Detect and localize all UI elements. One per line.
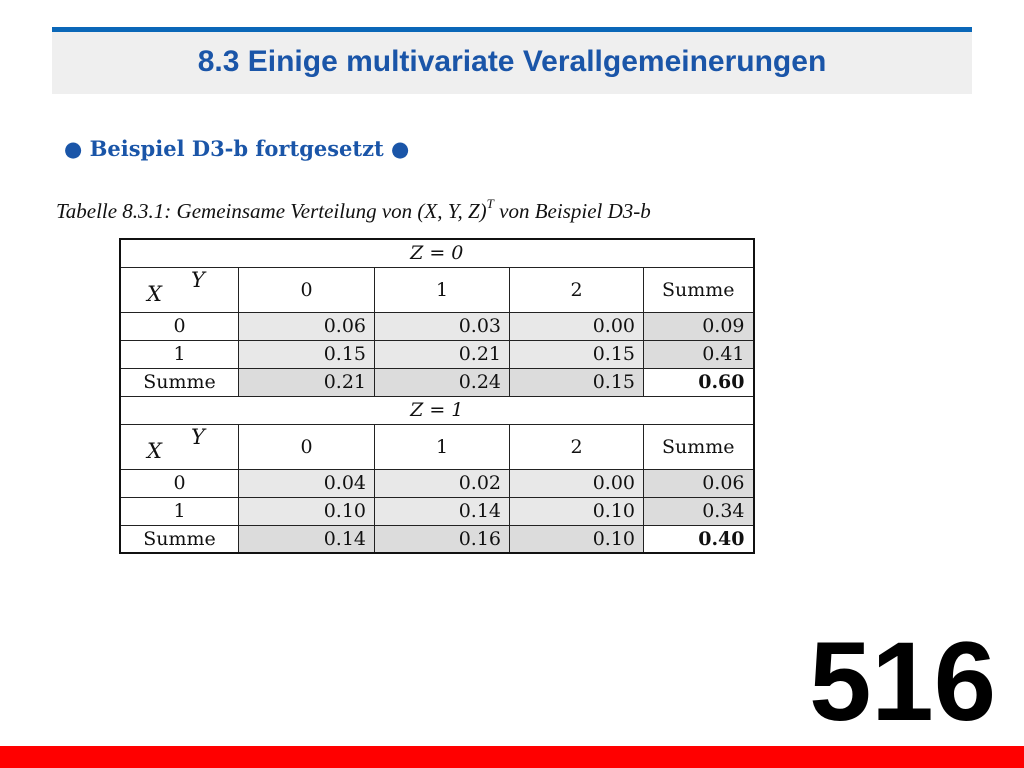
slide-title: 8.3 Einige multivariate Verallgemeinerungen (197, 45, 827, 78)
column-header: 1 (375, 424, 510, 469)
row-label: Summe (120, 525, 239, 553)
table-cell: 0.09 (644, 312, 754, 340)
column-header: 0 (239, 267, 375, 312)
y-variable-label: Y (191, 267, 205, 292)
table-caption (56, 196, 651, 224)
header-bar (52, 27, 972, 94)
diagonal-header-cell (120, 267, 239, 312)
column-header: Summe (644, 267, 754, 312)
caption-suffix: von Beispiel D3-b (499, 199, 651, 223)
block-header-z1 (120, 396, 754, 424)
row-label: Summe (120, 368, 239, 396)
caption-math: (X, Y, Z)$^T$ (417, 196, 494, 223)
total-cell: 0.40 (644, 525, 754, 553)
z-label: Z = 0 (120, 239, 754, 267)
table-row (120, 340, 754, 368)
column-header: 0 (239, 424, 375, 469)
diagonal-header-cell (120, 424, 239, 469)
table-cell: 0.06 (239, 312, 375, 340)
z-label: Z = 1 (120, 396, 754, 424)
table-cell: 0.10 (239, 497, 375, 525)
table-row (120, 497, 754, 525)
table-cell: 0.02 (375, 469, 510, 497)
column-header-row (120, 267, 754, 312)
table-cell: 0.10 (510, 525, 644, 553)
table-cell: 0.10 (510, 497, 644, 525)
example-subtitle: ● Beispiel D3-b fortgesetzt ● (64, 136, 410, 161)
column-header: Summe (644, 424, 754, 469)
table-row (120, 525, 754, 553)
row-label: 1 (120, 340, 239, 368)
x-variable-label: X (147, 281, 162, 306)
column-header: 1 (375, 267, 510, 312)
block-header-z0 (120, 239, 754, 267)
diagonal-line (121, 268, 238, 312)
row-label: 0 (120, 312, 239, 340)
column-header: 2 (510, 424, 644, 469)
table-cell: 0.41 (644, 340, 754, 368)
table-row (120, 368, 754, 396)
distribution-table (119, 238, 755, 554)
table-cell: 0.16 (375, 525, 510, 553)
table-cell: 0.15 (239, 340, 375, 368)
column-header-row (120, 424, 754, 469)
table-cell: 0.15 (510, 340, 644, 368)
table-cell: 0.06 (644, 469, 754, 497)
table-cell: 0.21 (239, 368, 375, 396)
row-label: 0 (120, 469, 239, 497)
footer-bar (0, 746, 1024, 768)
table-cell: 0.00 (510, 312, 644, 340)
table-cell: 0.14 (239, 525, 375, 553)
table-cell: 0.15 (510, 368, 644, 396)
table-row (120, 312, 754, 340)
table-cell: 0.03 (375, 312, 510, 340)
page-number: 516 (809, 619, 996, 744)
table-row (120, 469, 754, 497)
y-variable-label: Y (191, 424, 205, 449)
table-cell: 0.21 (375, 340, 510, 368)
caption-prefix: Tabelle 8.3.1: Gemeinsame Verteilung von (56, 199, 413, 223)
column-header: 2 (510, 267, 644, 312)
total-cell: 0.60 (644, 368, 754, 396)
table-cell: 0.04 (239, 469, 375, 497)
table-cell: 0.14 (375, 497, 510, 525)
row-label: 1 (120, 497, 239, 525)
table-cell: 0.00 (510, 469, 644, 497)
table-cell: 0.24 (375, 368, 510, 396)
table-cell: 0.34 (644, 497, 754, 525)
x-variable-label: X (147, 438, 162, 463)
